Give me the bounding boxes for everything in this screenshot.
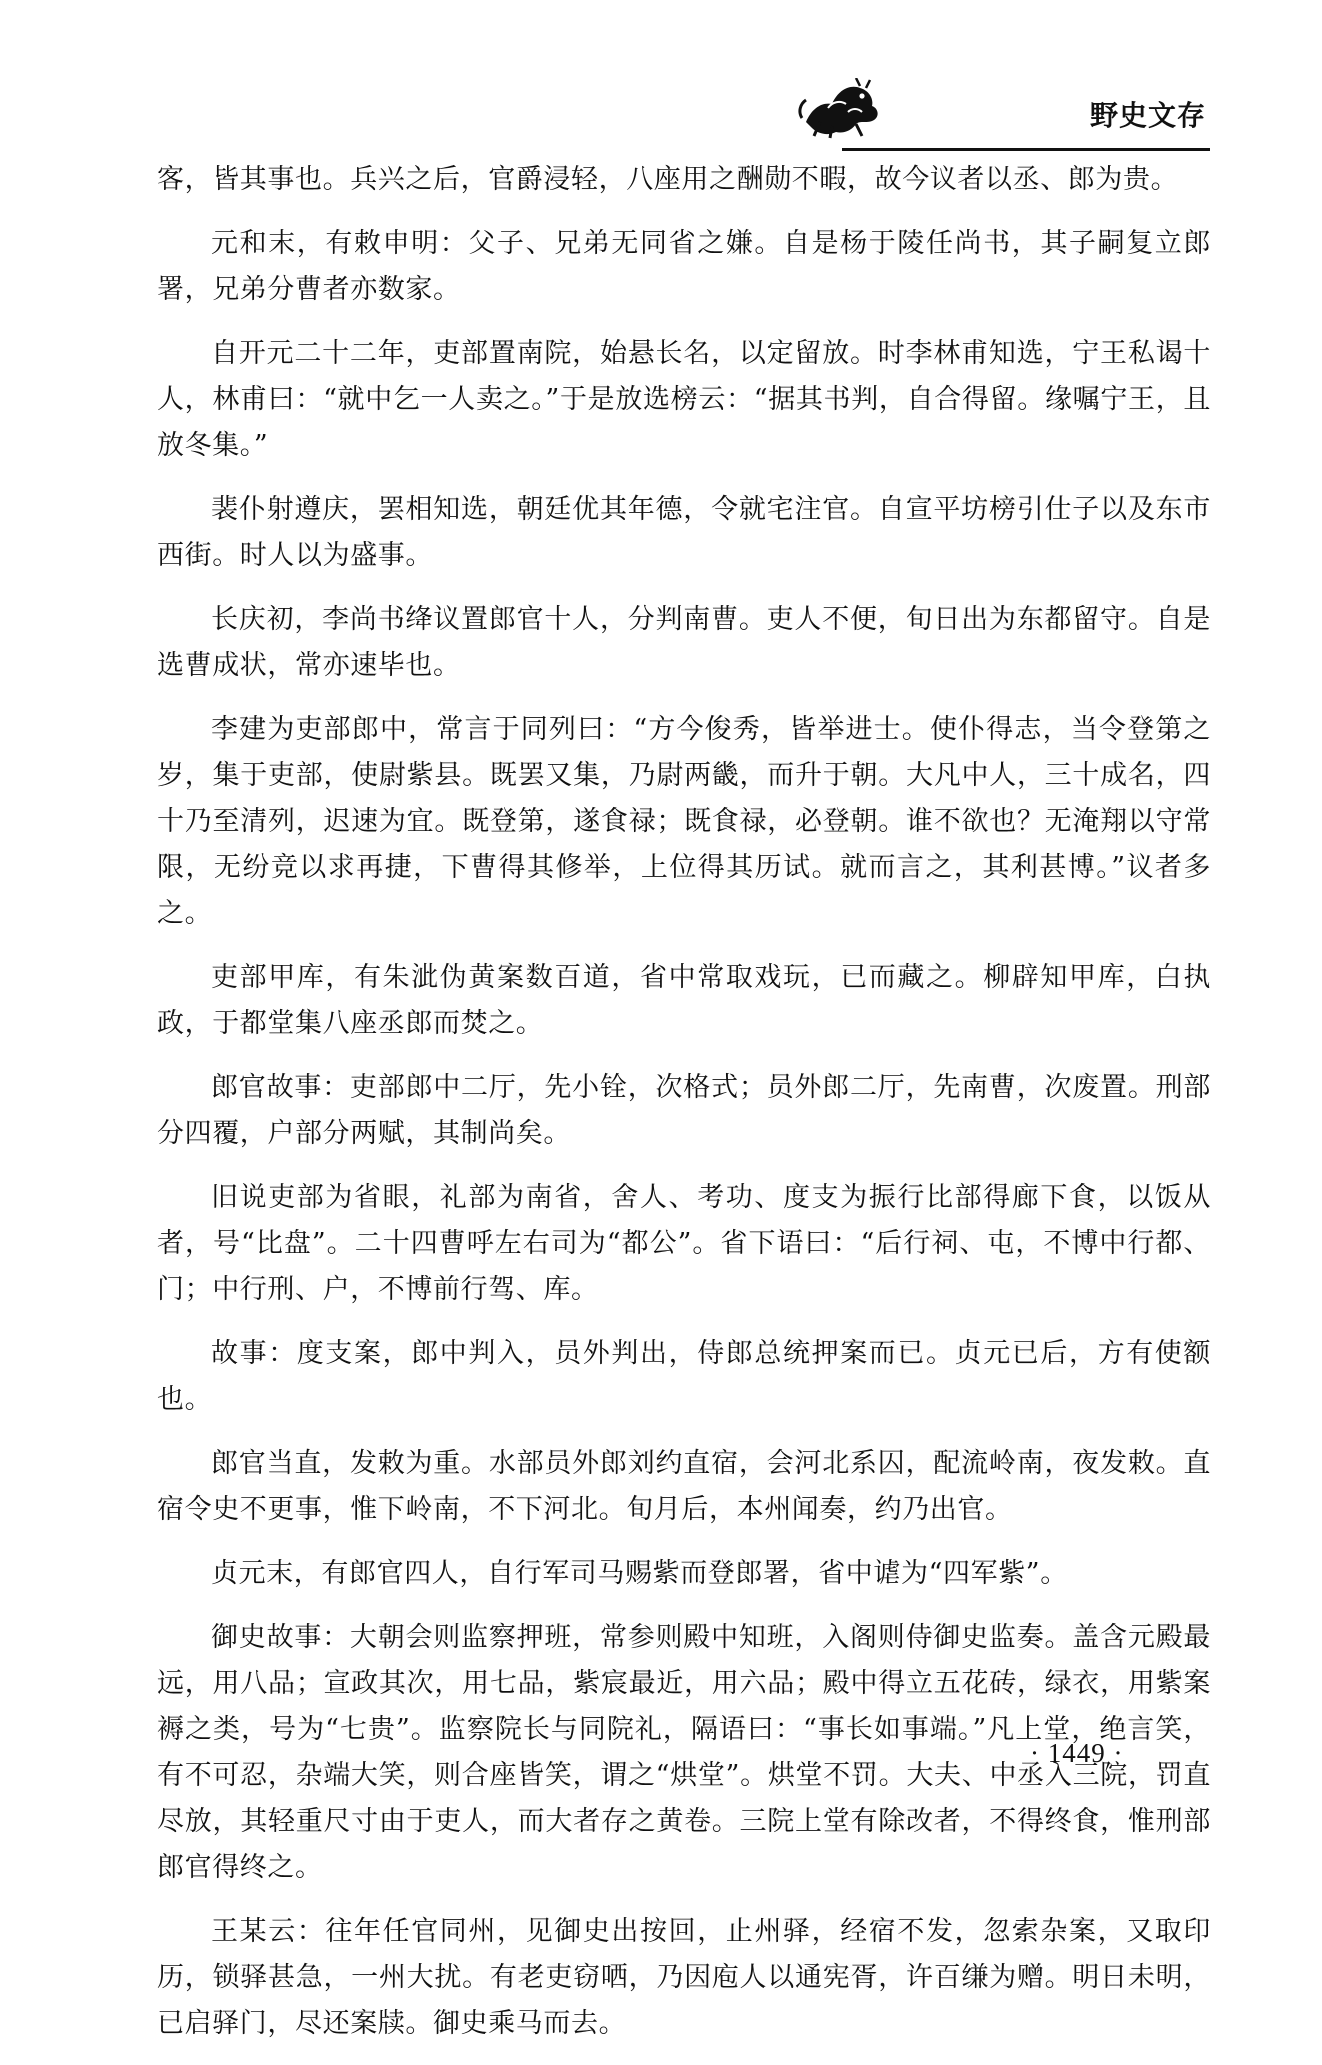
paragraph: 吏部甲库，有朱泚伪黄案数百道，省中常取戏玩，已而藏之。柳辟知甲库，白执政，于都堂集八座丞郎而焚之。 (157, 962, 1211, 1039)
paragraph: 郎官故事：吏部郎中二厅，先小铨，次格式；员外郎二厅，先南曹，次废置。刑部分四覆，户部分两赋，其制尚矣。 (157, 1072, 1211, 1149)
paragraph: 王某云：往年任官同州，见御史出按回，止州驿，经宿不发，忽索杂案，又取印历，锁驿甚急，一州大扰。有老吏窃哂，乃因庖人以通宪胥，许百缣为赠。明日未明，已启驿门，尽还案牍。御史乘马而去。 (157, 1916, 1211, 2039)
paragraph: 自开元二十二年，吏部置南院，始悬长名，以定留放。时李林甫知选，宁王私谒十人，林甫曰：“就中乞一人卖之。”于是放选榜云：“据其书判，自合得留。缘嘱宁王，且放冬集。” (157, 338, 1211, 461)
paragraph: 贞元末，有郎官四人，自行军司马赐紫而登郎署，省中谑为“四军紫”。 (211, 1558, 1068, 1589)
dragon-emblem-icon (798, 78, 882, 140)
paragraph: 长庆初，李尚书绛议置郎官十人，分判南曹。吏人不便，旬日出为东都留守。自是选曹成状，常亦速毕也。 (157, 604, 1211, 681)
paragraph: 元和末，有敕申明：父子、兄弟无同省之嫌。自是杨于陵任尚书，其子嗣复立郎署，兄弟分曹者亦数家。 (157, 228, 1211, 305)
running-header (790, 78, 1210, 154)
page-number: · 1449 · (1030, 1738, 1124, 1768)
paragraph: 御史故事：大朝会则监察押班，常参则殿中知班，入阁则侍御史监奏。盖含元殿最远，用八品；宣政其次，用七品，紫宸最近，用六品；殿中得立五花砖，绿衣，用紫案褥之类，号为“七贵”。监察院长与同院礼，隔语曰：“事长如事端。”凡上堂，绝言笑，有不可忍，杂端大笑，则合座皆笑，谓之“烘堂”。烘堂不罚。大夫、中丞入三院，罚直尽放，其轻重尺寸由于吏人，而大者存之黄卷。三院上堂有除改者，不得终食，惟刑部郎官得终之。 (157, 1622, 1211, 1883)
paragraph: 客，皆其事也。兵兴之后，官爵浸轻，八座用之酬勋不暇，故今议者以丞、郎为贵。 (157, 164, 1179, 195)
body-text (157, 157, 1211, 2065)
paragraph: 李建为吏部郎中，常言于同列曰：“方今俊秀，皆举进士。使仆得志，当令登第之岁，集于吏部，使尉紫县。既罢又集，乃尉两畿，而升于朝。大凡中人，三十成名，四十乃至清列，迟速为宜。既登第，遂食禄；既食禄，必登朝。谁不欲也？无淹翔以守常限，无纷竞以求再捷，下曹得其修举，上位得其历试。就而言之，其利甚博。”议者多之。 (157, 714, 1211, 929)
paragraph: 旧说吏部为省眼，礼部为南省，舍人、考功、度支为振行比部得廊下食，以饭从者，号“比盘”。二十四曹呼左右司为“都公”。省下语曰：“后行祠、屯，不博中行都、门；中行刑、户，不博前行驾、库。 (157, 1182, 1211, 1305)
paragraph: 故事：度支案，郎中判入，员外判出，侍郎总统押案而已。贞元已后，方有使额也。 (157, 1338, 1211, 1415)
header-rule (842, 148, 1210, 151)
paragraph: 裴仆射遵庆，罢相知选，朝廷优其年德，令就宅注官。自宣平坊榜引仕子以及东市西街。时人以为盛事。 (157, 494, 1211, 571)
paragraph: 郎官当直，发敕为重。水部员外郎刘约直宿，会河北系囚，配流岭南，夜发敕。直宿令史不更事，惟下岭南，不下河北。旬月后，本州闻奏，约乃出官。 (157, 1448, 1211, 1525)
series-title: 野史文存 (1089, 99, 1206, 132)
